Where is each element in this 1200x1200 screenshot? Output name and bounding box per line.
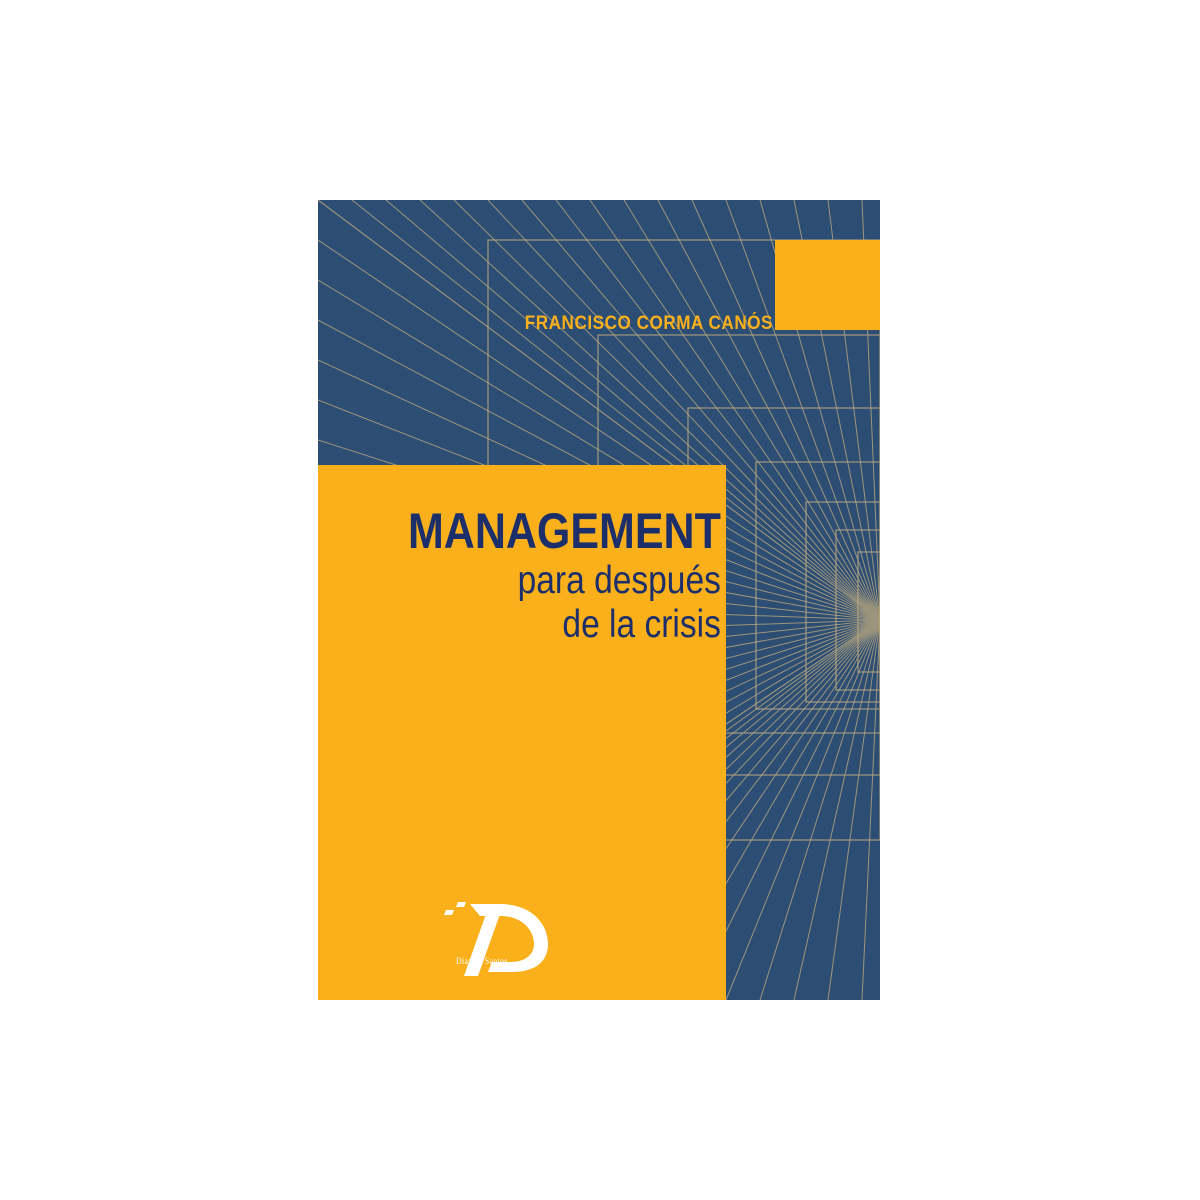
title-main: MANAGEMENT — [408, 503, 721, 559]
publisher-logo — [428, 890, 568, 980]
subtitle-line-2: de la crisis — [562, 603, 721, 646]
publisher-name: Díaz de Santos — [456, 956, 508, 966]
perspective-ray — [760, 620, 880, 1000]
corner-accent-square — [775, 240, 880, 330]
subtitle-line-1: para después — [517, 559, 721, 602]
perspective-ray — [726, 620, 880, 1000]
perspective-ray — [862, 620, 880, 1000]
book-title — [357, 503, 721, 647]
title-panel — [318, 465, 726, 1000]
publisher-d-icon — [428, 890, 568, 980]
book-cover — [318, 200, 880, 1000]
author-name: FRANCISCO CORMA CANÓS — [524, 313, 773, 334]
